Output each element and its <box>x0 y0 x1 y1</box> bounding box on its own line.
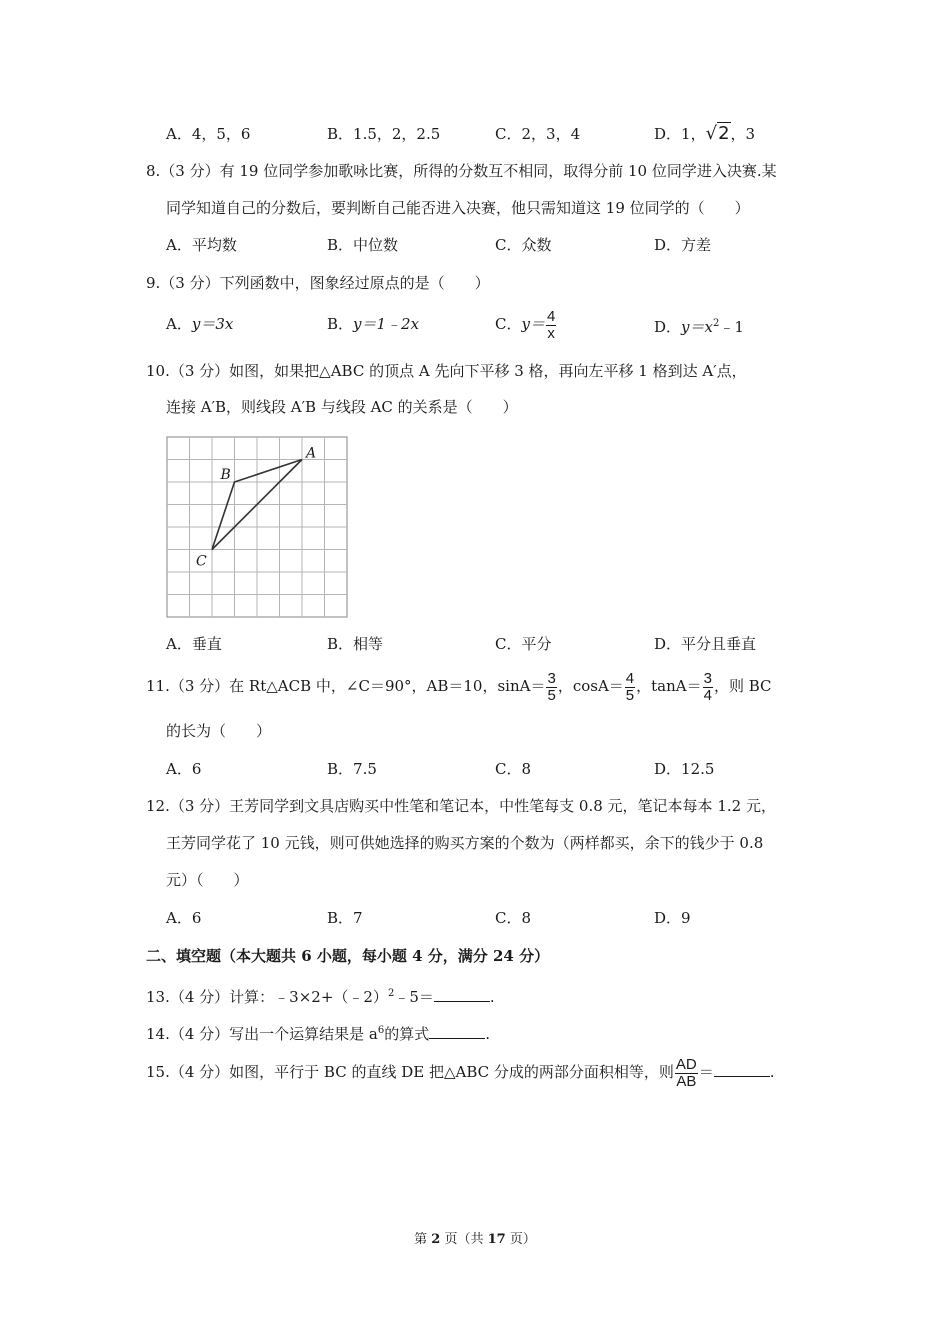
section2-title: 二、填空题（本大题共 6 小题，每小题 4 分，满分 24 分） <box>146 947 550 965</box>
footer-mid: 页（共 <box>440 1232 488 1247</box>
q9-d-lhs: y＝x <box>681 318 713 336</box>
q9-b-letter: B． <box>327 315 354 333</box>
q14-stem <box>146 1021 490 1044</box>
q8-stem-line2: 同学知道自己的分数后，要判断自己能否进入决赛，他只需知道这 19 位同学的（ ） <box>166 199 750 217</box>
q7-option-d-suffix: ，3 <box>730 125 756 143</box>
q13-stem <box>146 984 495 1007</box>
q10-stem-line2: 连接 A′B，则线段 A′B 与线段 AC 的关系是（ ） <box>166 398 518 416</box>
footer-post: 页） <box>505 1232 536 1247</box>
tan-denominator: 4 <box>703 686 712 704</box>
q11-option-b: B．7.5 <box>327 760 377 778</box>
q15-fraction <box>675 1057 698 1090</box>
q10-option-b: B．相等 <box>327 635 384 653</box>
q11-stem-line2: 的长为（ ） <box>166 722 272 740</box>
q15-numerator: AD <box>675 1055 697 1073</box>
q7-option-a: A．4，5，6 <box>166 125 251 143</box>
tan-fraction <box>703 671 713 704</box>
q9-d-rest: ﹣1 <box>719 318 744 336</box>
q14-part1: 14.（4 分）写出一个运算结果是 a <box>146 1025 378 1043</box>
q9-c-letter: C． <box>495 315 522 333</box>
q10-option-c: C．平分 <box>495 635 552 653</box>
q8-option-b: B．中位数 <box>327 236 399 254</box>
sqrt-symbol: √2 <box>705 123 730 144</box>
q9-c-numerator: 4 <box>546 307 556 325</box>
q14-exponent: 6 <box>377 1025 385 1036</box>
q13-part1: 13.（4 分）计算：﹣3×2+（﹣2） <box>146 988 388 1006</box>
sin-numerator: 3 <box>547 669 556 687</box>
q12-option-a: A．6 <box>166 909 202 927</box>
q8-option-c: C．众数 <box>495 236 552 254</box>
q12-option-d: D．9 <box>654 909 691 927</box>
q14-part2: 的算式 <box>384 1025 430 1043</box>
q9-b-expr: y＝1﹣2x <box>353 315 420 333</box>
q7-option-b: B．1.5，2，2.5 <box>327 125 441 143</box>
q15-part1: 15.（4 分）如图，平行于 BC 的直线 DE 把△ABC 分成的两部分面积相等，则 <box>146 1063 674 1081</box>
page-footer <box>0 1228 950 1247</box>
q14-answer-blank[interactable] <box>429 1024 485 1039</box>
q9-d-letter: D． <box>654 318 682 336</box>
q7-option-d-prefix: D．1， <box>654 125 706 143</box>
q9-a-letter: A． <box>166 315 192 333</box>
q11-option-c: C．8 <box>495 760 532 778</box>
label-a: A <box>306 445 317 462</box>
q11-option-d: D．12.5 <box>654 760 715 778</box>
q14-end: . <box>485 1025 491 1043</box>
q11-part1: 11.（3 分）在 Rt△ACB 中，∠C＝90°，AB＝10，sinA＝ <box>146 677 546 695</box>
q11-option-a: A．6 <box>166 760 202 778</box>
q10-option-d: D．平分且垂直 <box>654 635 757 653</box>
q11-part3: ，tanA＝ <box>636 677 702 695</box>
q9-d-exponent: 2 <box>712 318 720 329</box>
q15-part2: ＝ <box>698 1063 714 1081</box>
q9-c-fraction <box>546 309 556 342</box>
cos-numerator: 4 <box>625 669 635 687</box>
q9-option-a <box>166 314 233 334</box>
footer-total-pages: 17 <box>487 1232 506 1247</box>
footer-pre: 第 <box>414 1232 432 1247</box>
cos-fraction <box>625 671 635 704</box>
sin-denominator: 5 <box>547 686 556 704</box>
q15-stem <box>146 1052 775 1092</box>
q15-denominator: AB <box>676 1072 697 1090</box>
q12-option-c: C．8 <box>495 909 532 927</box>
label-b: B <box>220 467 231 483</box>
q12-stem-line2: 王芳同学花了 10 元钱，则可供她选择的购买方案的个数为（两样都买，余下的钱少于 0.8 <box>166 834 764 852</box>
q8-option-d: D．方差 <box>654 236 712 254</box>
q9-a-expr: y＝3x <box>191 315 234 333</box>
q12-stem-line1: 12.（3 分）王芳同学到文具店购买中性笔和笔记本，中性笔每支 0.8 元，笔记本每本 1.2 元， <box>146 797 776 815</box>
q11-part2: ，cosA＝ <box>557 677 624 695</box>
q11-stem-line1 <box>146 666 771 706</box>
q8-stem-line1: 8.（3 分）有 19 位同学参加歌咏比赛，所得的分数互不相同，取得分前 10 位同学进入决赛.某 <box>146 162 777 180</box>
label-c: C <box>196 553 207 570</box>
q13-answer-blank[interactable] <box>434 987 490 1002</box>
footer-page-number: 2 <box>431 1232 441 1247</box>
q11-part4: ，则 BC <box>713 677 772 695</box>
sin-fraction <box>546 671 556 704</box>
tan-numerator: 3 <box>703 669 712 687</box>
cos-denominator: 5 <box>625 686 635 704</box>
q9-stem: 9.（3 分）下列函数中，图象经过原点的是（ ） <box>146 274 490 292</box>
q13-exponent: 2 <box>387 988 395 999</box>
q7-option-c: C．2，3，4 <box>495 125 581 143</box>
q10-stem-line1: 10.（3 分）如图，如果把△ABC 的顶点 A 先向下平移 3 格，再向左平移 1 格到达 A′点， <box>146 362 747 380</box>
q7-option-d <box>654 120 755 148</box>
q9-c-denominator: x <box>547 324 555 342</box>
q15-end: . <box>769 1063 775 1081</box>
q13-part2: ﹣5＝ <box>394 988 434 1006</box>
q8-option-a: A．平均数 <box>166 236 237 254</box>
q9-option-b <box>327 314 419 334</box>
q7-radicand: 2 <box>718 123 730 144</box>
q9-option-d <box>654 314 744 337</box>
q10-option-a: A．垂直 <box>166 635 222 653</box>
q9-c-lhs: y＝ <box>521 315 545 333</box>
q15-answer-blank[interactable] <box>714 1062 770 1077</box>
q9-option-c <box>495 306 557 342</box>
q12-stem-line3: 元）（ ） <box>166 871 249 889</box>
q13-end: . <box>489 988 495 1006</box>
q10-grid-figure <box>166 436 348 618</box>
q12-option-b: B．7 <box>327 909 363 927</box>
